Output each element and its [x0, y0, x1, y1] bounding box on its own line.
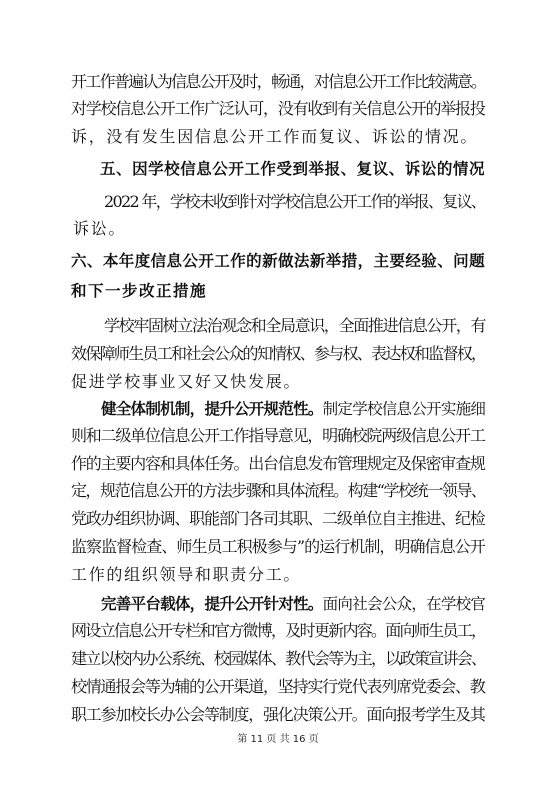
paragraph-text: 校情通报会等为辅的公开渠道，坚持实行党代表列席党委会、教: [71, 677, 485, 696]
text-line: [0, 397, 556, 419]
text-line: [0, 191, 556, 213]
paragraph-text: 职工参加校长办公会等制度，强化决策公开。面向报考学生及其: [71, 705, 485, 724]
text-line: [0, 564, 556, 586]
text-line: [0, 315, 556, 337]
bold-lead-phrase: 完善平台载体，提升公开针对性。: [101, 595, 323, 613]
paragraph-text: 对学校信息公开工作广泛认可，没有收到有关信息公开的举报投: [71, 99, 485, 118]
page-number: 第 11 页 共 16 页: [237, 734, 319, 745]
text-line: [0, 98, 556, 120]
paragraph-text: 效保障师生员工和社会公众的知情权、参与权、表达权和监督权，: [71, 344, 486, 363]
paragraph-text: 健全体制机制，提升公开规范性。制定学校信息公开实施细: [101, 400, 486, 418]
paragraph-text: 完善平台载体，提升公开针对性。面向社会公众，在学校官: [101, 595, 486, 613]
text-line: [0, 425, 556, 447]
section-heading-5: [0, 157, 556, 179]
section-heading-6: [0, 249, 556, 271]
heading-text: 六、本年度信息公开工作的新做法新举措，主要经验、问题: [71, 252, 486, 270]
text-line: [0, 343, 556, 365]
section-heading-6-cont: [0, 279, 556, 301]
paragraph-text: 促进学校事业又好又快发展。: [71, 372, 302, 391]
paragraph-text: 建立以校内办公系统、校园媒体、教代会等为主，以政策宣讲会、: [71, 649, 486, 668]
heading-text: 和下一步改正措施: [71, 282, 208, 300]
text-line: [0, 126, 556, 148]
paragraph-text: 监察监督检查、师生员工积极参与”的运行机制，明确信息公开: [71, 537, 485, 556]
text-line: [0, 218, 556, 240]
paragraph-text: 定，规范信息公开的方法步骤和具体流程。构建“学校统一领导、: [71, 481, 486, 500]
paragraph-text: 网设立信息公开专栏和官方微博，及时更新内容。面向师生员工，: [71, 621, 486, 640]
text-line: [0, 480, 556, 502]
text-line: [0, 453, 556, 475]
text-line: [0, 592, 556, 614]
text-line: [0, 536, 556, 558]
text-line: [0, 508, 556, 530]
heading-text: 五、因学校信息公开工作受到举报、复议、诉讼的情况: [100, 160, 486, 178]
text-line: [0, 676, 556, 698]
bold-lead-phrase: 健全体制机制，提升公开规范性。: [101, 400, 323, 418]
paragraph-text: 工作的组织领导和职责分工。: [71, 565, 302, 584]
text-line: [0, 648, 556, 670]
paragraph-text: 诉，没有发生因信息公开工作而复议、诉讼的情况。: [71, 127, 479, 146]
text-line: [0, 620, 556, 642]
text-line: [0, 371, 556, 393]
paragraph-text: 则和二级单位信息公开工作指导意见，明确校院两级信息公开工: [71, 426, 485, 445]
paragraph-text: 党政办组织协调、职能部门各司其职、二级单位自主推进、纪检: [71, 509, 485, 528]
text-line: [0, 71, 556, 93]
paragraph-text: 诉讼。: [73, 219, 127, 238]
paragraph-text: 作的主要内容和具体任务。出台信息发布管理规定及保密审查规: [71, 454, 485, 473]
paragraph-text: 学校牢固树立法治观念和全局意识，全面推进信息公开，有: [104, 316, 486, 335]
paragraph-text: 开工作普遍认为信息公开及时，畅通，对信息公开工作比较满意。: [71, 72, 486, 91]
text-line: [0, 704, 556, 726]
paragraph-text: 2022 年，学校未收到针对学校信息公开工作的举报、复议、: [104, 192, 486, 211]
